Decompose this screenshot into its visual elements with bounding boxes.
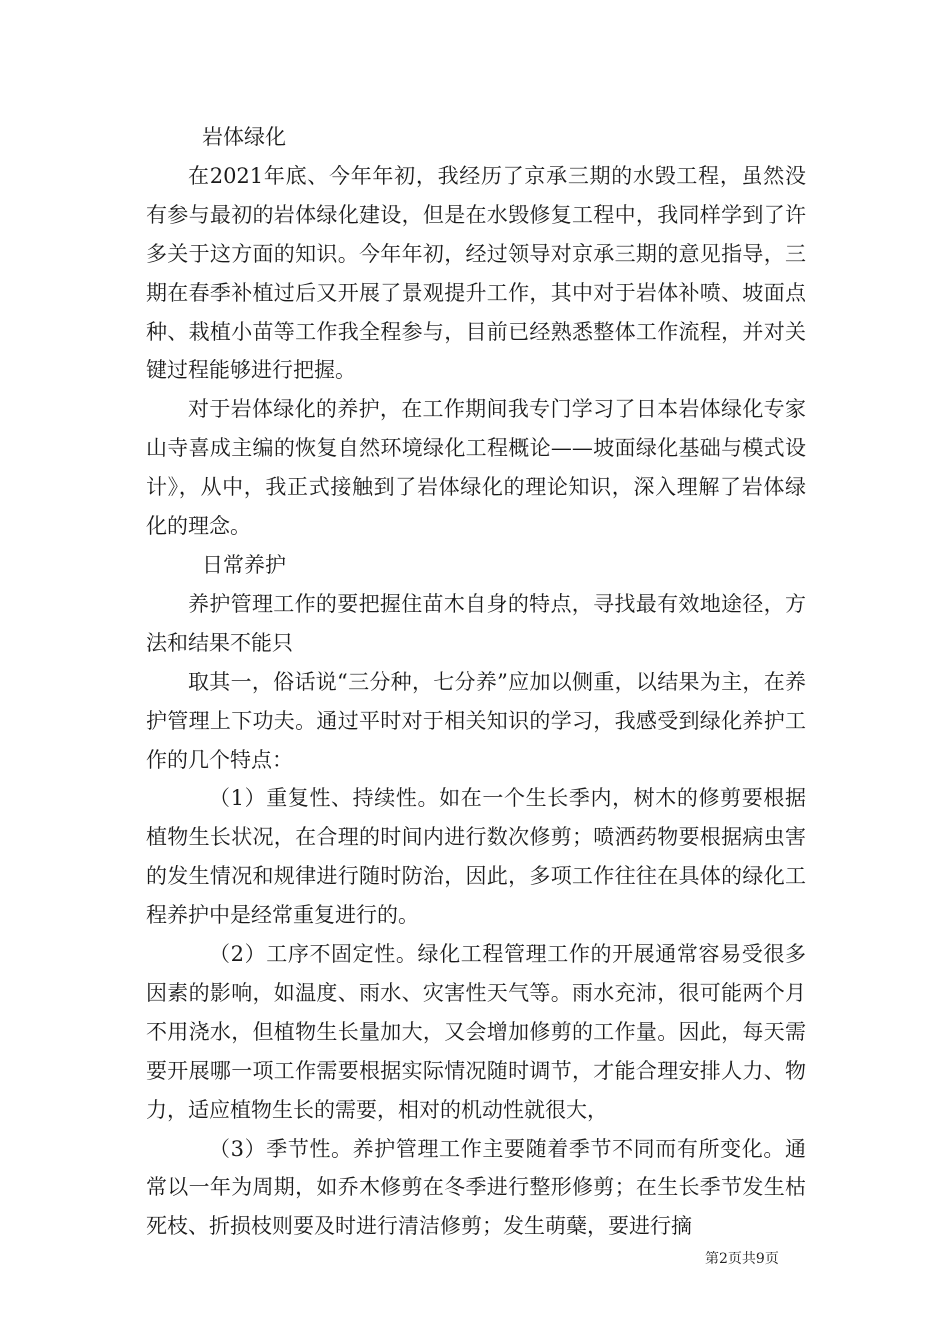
paragraph: 养护管理工作的要把握住苗木自身的特点，寻找最有效地途径，方法和结果不能只 bbox=[146, 591, 806, 655]
paragraph: 在2021年底、今年年初，我经历了京承三期的水毁工程，虽然没有参与最初的岩体绿化建设，但是在水毁修复工程中，我同样学到了许多关于这方面的知识。今年年初，经过领导对京承三期的意见指导，三期在春季补植过后又开展了景观提升工作，其中对于岩体补喷、坡面点种、栽植小苗等工作我全程参与，目前已经熟悉整体工作流程，并对关键过程能够进行把握。 bbox=[146, 163, 806, 383]
paragraph: 取其一，俗话说“三分种，七分养”应加以侧重，以结果为主，在养护管理上下功夫。通过平时对于相关知识的学习，我感受到绿化养护工作的几个特点： bbox=[146, 669, 806, 772]
section-heading-rock-greening: 岩体绿化 bbox=[202, 125, 286, 149]
section-heading-daily-maintenance: 日常养护 bbox=[202, 552, 286, 577]
document-body bbox=[146, 118, 806, 1246]
page-number: 第2页共9页 bbox=[705, 1251, 779, 1267]
paragraph: 对于岩体绿化的养护，在工作期间我专门学习了日本岩体绿化专家山寺喜成主编的恢复自然环境绿化工程概论——坡面绿化基础与模式设计》，从中，我正式接触到了岩体绿化的理论知识，深入理解了岩体绿化的理念。 bbox=[146, 397, 806, 539]
list-item: （1）重复性、持续性。如在一个生长季内，树木的修剪要根据植物生长状况，在合理的时间内进行数次修剪；喷洒药物要根据病虫害的发生情况和规律进行随时防治，因此，多项工作往往在具体的绿化工程养护中是经常重复进行的。 bbox=[146, 786, 806, 928]
list-item: （3）季节性。养护管理工作主要随着季节不同而有所变化。通常以一年为周期，如乔木修剪在冬季进行整形修剪；在生长季节发生枯死枝、折损枝则要及时进行清洁修剪；发生萌蘖，要进行摘 bbox=[146, 1136, 806, 1239]
list-item: （2）工序不固定性。绿化工程管理工作的开展通常容易受很多因素的影响，如温度、雨水、灾害性天气等。雨水充沛，很可能两个月不用浇水，但植物生长量加大，又会增加修剪的工作量。因此，每天需要开展哪一项工作需要根据实际情况随时调节，才能合理安排人力、物力，适应植物生长的需要，相对的机动性就很大， bbox=[146, 942, 806, 1122]
